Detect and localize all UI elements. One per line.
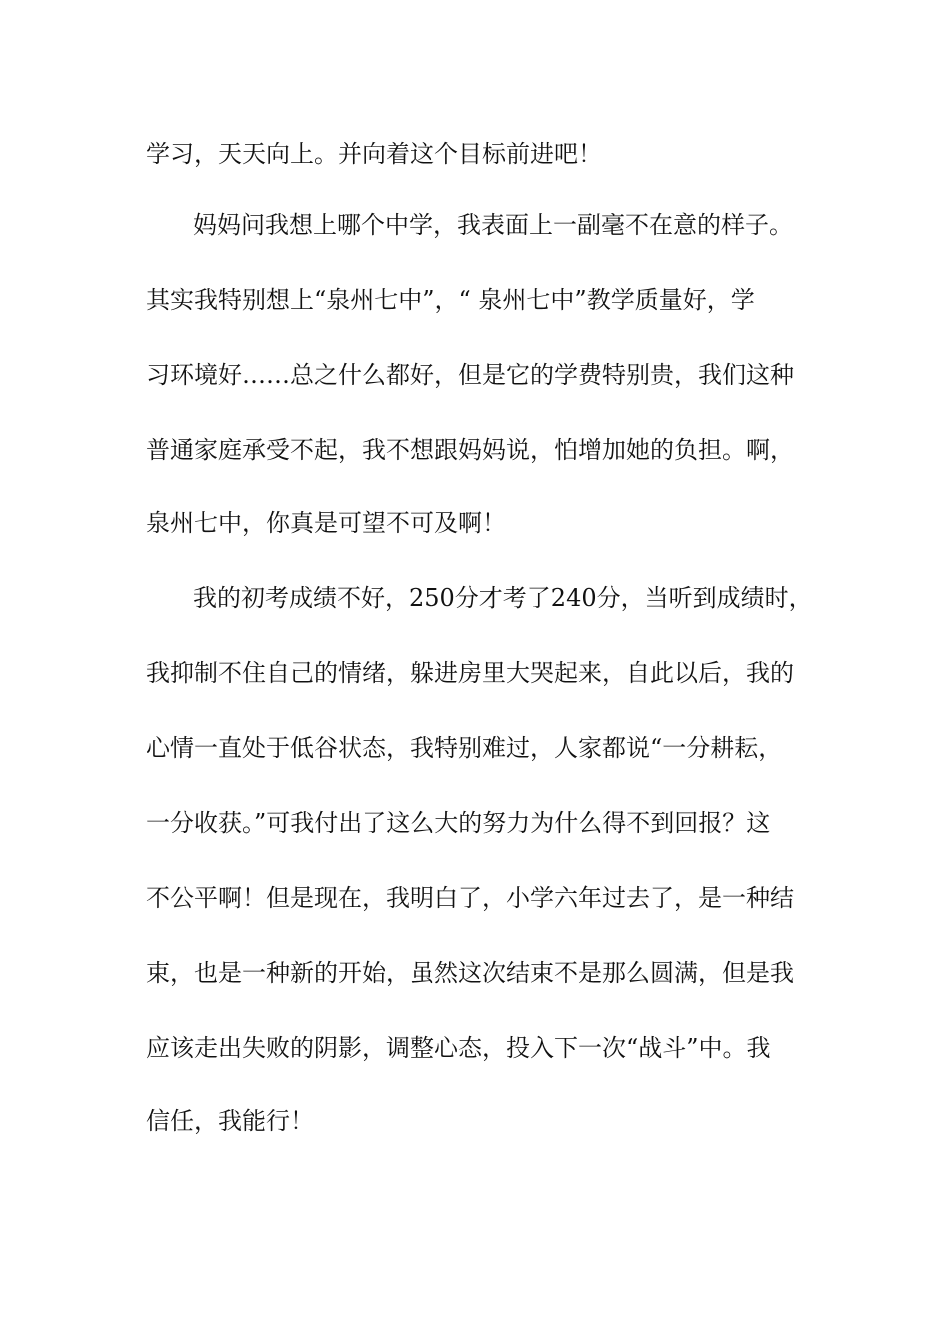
paragraph-start-line: 我的初考成绩不好，250分才考了240分，当听到成绩时， xyxy=(193,584,813,612)
text-line: 一分收获。”可我付出了这么大的努力为什么得不到回报？这 xyxy=(146,809,771,837)
text-line: 束，也是一种新的开始，虽然这次结束不是那么圆满，但是我 xyxy=(146,959,794,987)
text-line: 习环境好……总之什么都好，但是它的学费特别贵，我们这种 xyxy=(146,361,794,389)
paragraph-start-line: 妈妈问我想上哪个中学，我表面上一副毫不在意的样子。 xyxy=(193,211,793,239)
text-line: 我抑制不住自己的情绪，躲进房里大哭起来，自此以后，我的 xyxy=(146,659,794,687)
text-line: 学习，天天向上。并向着这个目标前进吧！ xyxy=(146,140,602,168)
text-line: 泉州七中，你真是可望不可及啊！ xyxy=(146,509,506,537)
text-line: 不公平啊！但是现在，我明白了，小学六年过去了，是一种结 xyxy=(146,884,794,912)
text-line: 心情一直处于低谷状态，我特别难过，人家都说“一分耕耘， xyxy=(146,734,783,762)
text-line: 其实我特别想上“泉州七中”，“ 泉州七中”教学质量好，学 xyxy=(146,286,755,314)
text-line: 信任，我能行！ xyxy=(146,1107,314,1135)
text-line: 普通家庭承受不起，我不想跟妈妈说，怕增加她的负担。啊， xyxy=(146,436,794,464)
text-line: 应该走出失败的阴影，调整心态，投入下一次“战斗”中。我 xyxy=(146,1034,771,1062)
